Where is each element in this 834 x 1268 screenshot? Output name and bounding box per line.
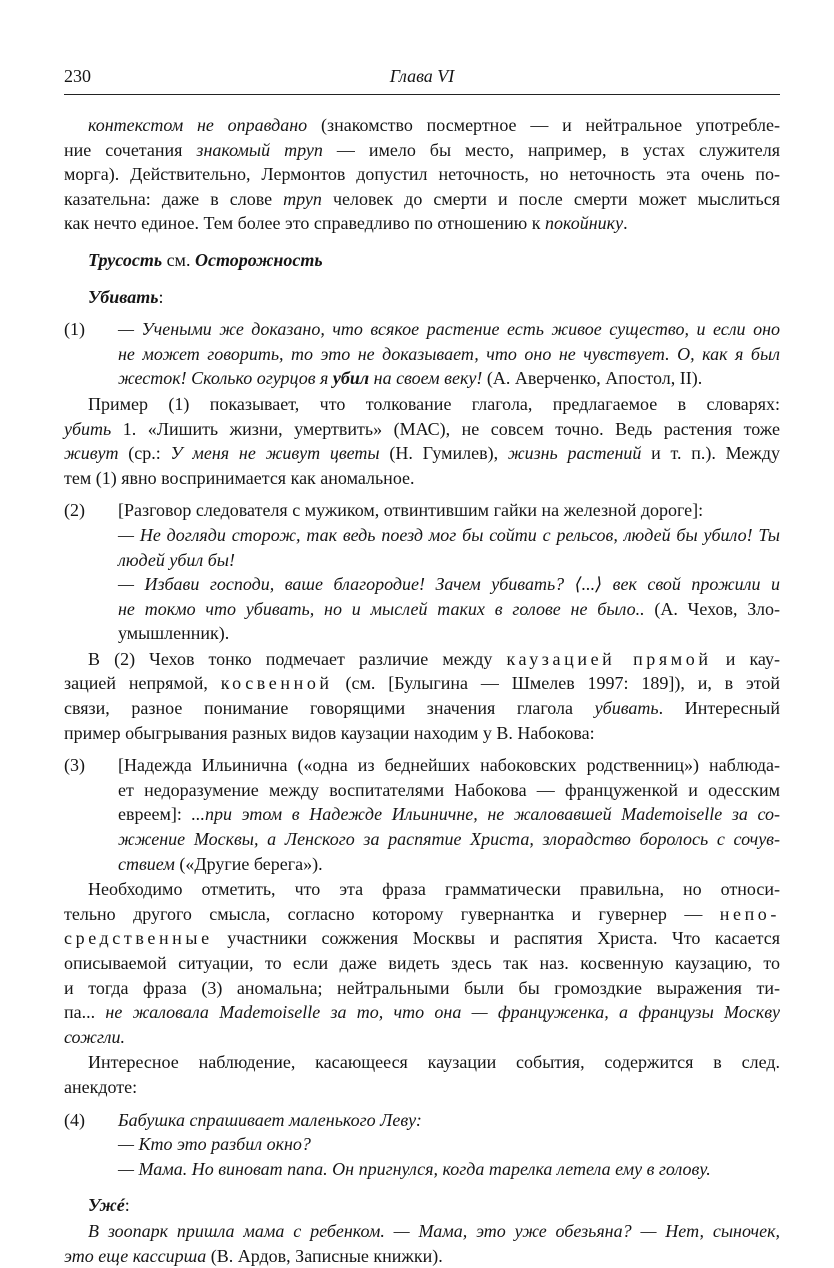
text-line (118, 317, 780, 342)
paragraph (64, 113, 780, 236)
text-run: — имело бы место, например, в устах служителя (322, 139, 780, 160)
text-line (118, 1132, 780, 1157)
header-rule (64, 94, 780, 95)
text-line (88, 1193, 780, 1218)
page-number: 230 (64, 66, 91, 86)
italic-text: знакомый труп (196, 139, 323, 160)
italic-text: сожгли. (64, 1026, 125, 1047)
italic-text: У меня не живут цветы (170, 443, 380, 464)
italic-text: не жаловала Mademoiselle за то, что она — француженка, а французы Москву (105, 1002, 781, 1023)
text-line (118, 342, 780, 367)
example-number: (1) (64, 319, 85, 340)
text-line (64, 1244, 780, 1268)
spaced-emphasis: косвенной (220, 673, 333, 694)
example-number: (2) (64, 500, 85, 521)
bold-term: Убивать (88, 286, 159, 307)
text-run: В (2) Чехов тонко подмечает различие между (88, 648, 507, 669)
text-run: Пример (1) показывает, что толкование глагола, предлагаемое в словарях: (88, 393, 780, 414)
text-run: и т. п.). Между (641, 443, 781, 464)
italic-text: на своем веку! (369, 368, 483, 389)
italic-text: убивать (594, 698, 659, 719)
text-run: и тогда фраза (3) аномальна; нейтральными были бы громоздкие выражения ти- (64, 977, 780, 998)
text-run: Необходимо отметить, что эта фраза грамматически правильна, но относи- (88, 879, 780, 900)
italic-text: покойнику (544, 213, 624, 234)
text-run: (А. Аверченко, Апостол, II). (482, 368, 703, 389)
text-run: (В. Ардов, Записные книжки). (206, 1245, 443, 1266)
text-run: зацией непрямой, (64, 673, 221, 694)
text-run: 1. «Лишить жизни, умертвить» (МАС), не совсем точно. Ведь растения тоже (111, 418, 780, 439)
text-run: морга). Действительно, Лермонтов допустил неточность, но неточность эта очень по- (64, 164, 780, 185)
text-line (118, 778, 780, 803)
italic-text: живут (64, 443, 119, 464)
italic-text: — Избави господи, ваше благородие! Зачем убивать? ⟨...⟩ век свой прожили и (118, 574, 780, 595)
bold-term: Трусость (88, 249, 163, 270)
text-line (64, 466, 780, 491)
paragraph (64, 877, 780, 1049)
italic-text: контекстом не оправдано (88, 115, 308, 135)
spaced-emphasis: средственные (64, 928, 213, 949)
spaced-emphasis: непо- (719, 903, 780, 924)
paragraph (64, 1050, 780, 1099)
text-run: евреем]: (118, 804, 192, 825)
text-run: человек до смерти и после смерти может мыслиться (321, 188, 780, 209)
entry-heading (64, 1193, 780, 1218)
text-line (64, 976, 780, 1001)
bold-term: убил (332, 368, 370, 389)
text-line (118, 366, 780, 391)
text-line (118, 597, 780, 622)
page-body (64, 112, 780, 1268)
text-run: пример обыгрывания разных видов каузации находим у В. Набокова: (64, 722, 595, 743)
text-run: описываемой ситуации, то если даже видеть здесь так наз. косвенную каузацию, то (64, 953, 780, 973)
paragraph (64, 647, 780, 745)
italic-text: жесток! Сколько огурцов я (118, 368, 333, 389)
text-run: анекдоте: (64, 1076, 138, 1097)
text-line (118, 1157, 780, 1182)
italic-text: — Кто это разбил окно? (118, 1134, 311, 1155)
entry-heading (64, 248, 780, 273)
text-line (118, 572, 780, 597)
text-run: ние сочетания (64, 139, 197, 160)
text-line (118, 548, 780, 573)
text-run: казательна: даже в слове (64, 188, 284, 209)
text-run: связи, разное понимание говорящими значения глагола (64, 698, 595, 719)
text-line (64, 926, 780, 951)
italic-text: — Не догляди сторож, так ведь поезд мог бы сойти с рельсов, людей бы убило! Ты (118, 524, 780, 545)
text-run: как нечто единое. Тем более это справедливо по отношению к (64, 213, 545, 234)
italic-text: не токмо что убивать, но и мыслей таких в голове не было.. (118, 598, 645, 619)
text-run: (см. [Булыгина — Шмелев 1997: 189]), и, в этой (332, 673, 780, 694)
text-line (118, 498, 780, 523)
text-line (64, 877, 780, 902)
text-line (118, 1108, 780, 1133)
text-line (118, 523, 780, 548)
text-line (64, 696, 780, 721)
text-line (64, 138, 780, 163)
numbered-example (64, 317, 780, 391)
text-run: (знакомство посмертное — и нейтральное употребле- (307, 115, 780, 135)
text-run: ет недоразумение между воспитателями Набокова — француженкой и одесским (118, 779, 780, 800)
italic-text: — Учеными же доказано, что всякое растение есть живое существо, и если оно (118, 319, 780, 340)
text-run: . (623, 213, 628, 234)
text-line (64, 187, 780, 212)
text-line (88, 285, 780, 310)
text-run: . Интересный (658, 698, 780, 719)
text-line (64, 951, 780, 976)
text-line (118, 852, 780, 877)
text-run: участники сожжения Москвы и распятия Христа. Что касается (212, 928, 780, 949)
text-run: : (158, 286, 164, 307)
text-run: па... (64, 1002, 106, 1023)
text-run: и кау- (711, 648, 780, 669)
text-run: см. (162, 249, 195, 270)
text-line (88, 248, 780, 273)
text-run: тельно другого смысла, согласно которому гувернантка и гувернер — (64, 903, 720, 924)
text-line (64, 417, 780, 442)
text-run: : (124, 1195, 130, 1216)
text-line (64, 1219, 780, 1244)
text-line (64, 113, 780, 138)
text-line (64, 647, 780, 672)
italic-text: В зоопарк пришла мама с ребенком. — Мама, это уже обезьяна? — Нет, сыночек, (88, 1220, 780, 1241)
italic-text: это еще кассирша (64, 1245, 207, 1266)
text-line (118, 802, 780, 827)
italic-text: убить (64, 418, 112, 439)
bold-term: Ужé (88, 1195, 125, 1216)
text-line (64, 1050, 780, 1075)
text-line (118, 827, 780, 852)
italic-text: — Мама. Но виноват папа. Он пригнулся, когда тарелка летела ему в голову. (118, 1158, 711, 1179)
text-line (64, 1000, 780, 1025)
spaced-emphasis: каузацией прямой (506, 648, 712, 669)
running-header (64, 66, 780, 92)
text-run: тем (1) явно воспринимается как аномальное. (64, 467, 415, 488)
paragraph (64, 392, 780, 490)
example-number: (4) (64, 1109, 85, 1130)
italic-text: людей убил бы! (118, 549, 235, 570)
numbered-example (64, 1108, 780, 1182)
numbered-example (64, 498, 780, 646)
italic-text: жизнь растений (507, 443, 642, 464)
paragraph (64, 1219, 780, 1268)
text-run: [Разговор следователя с мужиком, отвинтившим гайки на железной дороге]: (118, 500, 704, 521)
text-line (64, 902, 780, 927)
text-run: (Н. Гумилев), (379, 443, 508, 464)
italic-text: труп (283, 188, 322, 209)
text-run: Интересное наблюдение, касающееся каузации события, содержится в след. (88, 1052, 780, 1073)
italic-text: ...при этом в Надежде Ильиничне, не жаловавшей Mademoiselle за со- (191, 804, 781, 825)
text-run: умышленник). (118, 623, 230, 644)
text-run: (ср.: (118, 443, 171, 464)
text-line (64, 721, 780, 746)
text-run: [Надежда Ильинична («одна из беднейших набоковских родственниц») наблюда- (118, 755, 780, 776)
text-line (64, 671, 780, 696)
entry-heading (64, 285, 780, 310)
chapter-title: Глава VI (389, 66, 455, 86)
italic-text: жжение Москвы, а Ленского за распятие Христа, злорадство боролось с сочув- (118, 829, 780, 850)
text-run: (А. Чехов, Зло- (644, 598, 780, 619)
text-line (64, 1025, 780, 1050)
text-line (118, 753, 780, 778)
bold-term: Осторожность (194, 249, 323, 270)
text-line (64, 1075, 780, 1100)
text-line (118, 621, 780, 646)
text-line (64, 392, 780, 417)
italic-text: ствием (118, 853, 175, 874)
text-run: («Другие берега»). (174, 853, 323, 874)
numbered-example (64, 753, 780, 876)
italic-text: Бабушка спрашивает маленького Леву: (118, 1109, 422, 1130)
text-line (64, 441, 780, 466)
text-line (64, 162, 780, 187)
italic-text: не может говорить, то это не доказывает, что оно не чувствует. О, как я был (118, 343, 780, 364)
text-line (64, 211, 780, 236)
example-number: (3) (64, 755, 85, 776)
